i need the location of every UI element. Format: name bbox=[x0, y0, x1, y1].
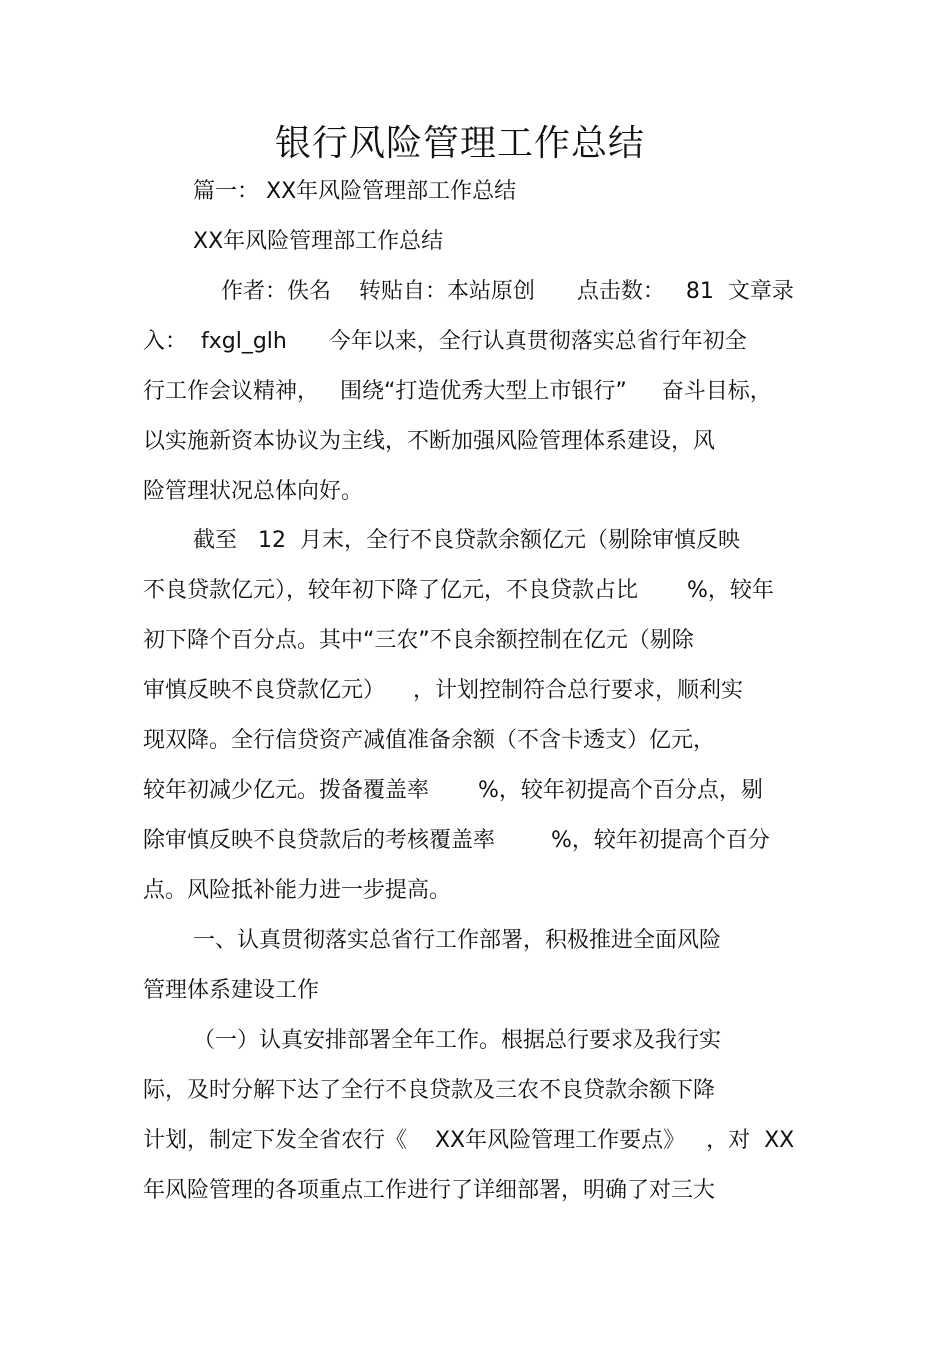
paragraph-line: 计划，制定下发全省农行《 XX年风险管理工作要点》 ，对 XX bbox=[143, 1128, 795, 1153]
section-heading: 管理体系建设工作 bbox=[143, 978, 320, 1003]
paragraph-line: 截至 12 月末，全行不良贷款余额亿元（剔除审慎反映 bbox=[193, 528, 740, 553]
paragraph-line: 除审慎反映不良贷款后的考核覆盖率 %，较年初提高个百分 bbox=[143, 828, 770, 853]
paragraph-line: 较年初减少亿元。拨备覆盖率 %，较年初提高个百分点，剔 bbox=[143, 778, 763, 803]
paragraph-line: 际，及时分解下达了全行不良贷款及三农不良贷款余额下降 bbox=[143, 1078, 716, 1103]
paragraph-line: 行工作会议精神， 围绕“打造优秀大型上市银行” 奋斗目标， bbox=[143, 379, 772, 404]
paragraph-line: 作者：佚名 转贴自：本站原创 点击数： 81 文章录 bbox=[221, 279, 794, 304]
paragraph-line: 点。风险抵补能力进一步提高。 bbox=[143, 878, 452, 903]
paragraph-line: 年风险管理的各项重点工作进行了详细部署，明确了对三大 bbox=[143, 1178, 716, 1203]
paragraph-line: 审慎反映不良贷款亿元） ，计划控制符合总行要求，顺利实 bbox=[143, 678, 743, 703]
paragraph-line: 入： fxgl_glh 今年以来，全行认真贯彻落实总省行年初全 bbox=[143, 329, 747, 354]
document-title: 银行风险管理工作总结 bbox=[274, 123, 645, 164]
paragraph-line: 险管理状况总体向好。 bbox=[143, 479, 364, 504]
paragraph-line: 初下降个百分点。其中“三农”不良余额控制在亿元（剔除 bbox=[143, 628, 694, 653]
section-heading: 篇一： XX年风险管理部工作总结 bbox=[193, 179, 517, 204]
paragraph-line: （一）认真安排部署全年工作。根据总行要求及我行实 bbox=[193, 1028, 722, 1053]
subtitle: XX年风险管理部工作总结 bbox=[193, 229, 444, 254]
paragraph-line: 以实施新资本协议为主线，不断加强风险管理体系建设，风 bbox=[143, 429, 716, 454]
paragraph-line: 不良贷款亿元），较年初下降了亿元，不良贷款占比 %，较年 bbox=[143, 578, 774, 603]
paragraph-line: 现双降。全行信贷资产减值准备余额（不含卡透支）亿元， bbox=[143, 728, 716, 753]
section-heading: 一、认真贯彻落实总省行工作部署，积极推进全面风险 bbox=[193, 928, 722, 953]
